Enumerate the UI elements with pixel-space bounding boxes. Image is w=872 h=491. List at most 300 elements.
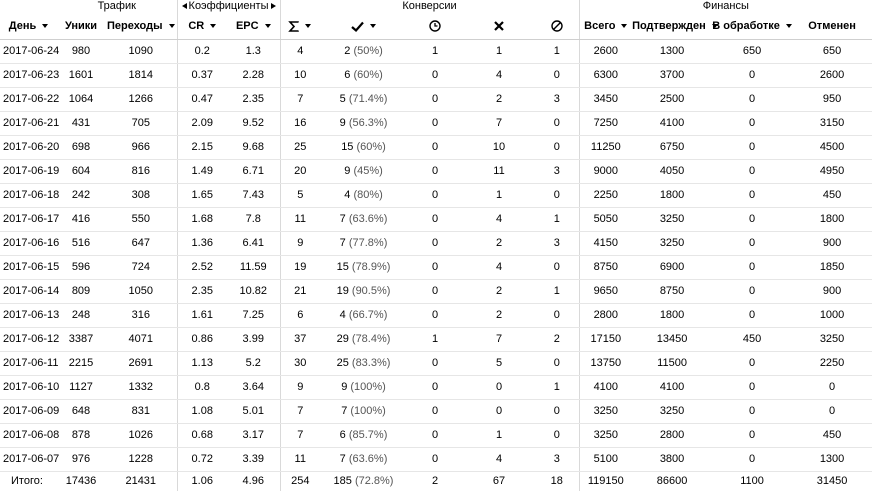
cell-epc: 3.39 <box>227 447 280 471</box>
cell-total: 11250 <box>579 135 632 159</box>
cell-uniques: 648 <box>57 399 105 423</box>
sort-caret-icon[interactable] <box>786 24 792 28</box>
col-cr[interactable] <box>177 14 227 39</box>
cell-rejected-amount: 2250 <box>792 351 872 375</box>
approved-percent: (63.6%) <box>348 213 388 225</box>
cell-cr: 1.68 <box>177 207 227 231</box>
cell-rejected-amount: 0 <box>792 375 872 399</box>
cell-confirmed: 4100 <box>632 111 712 135</box>
cell-epc: 7.43 <box>227 183 280 207</box>
approved-percent: (78.9%) <box>351 261 391 273</box>
approved-count: 5 <box>339 93 346 105</box>
approved-count: 6 <box>344 69 351 81</box>
cell-uniques: 1064 <box>57 87 105 111</box>
table-row <box>0 303 872 327</box>
cell-approved <box>320 207 407 231</box>
cell-cr: 0.68 <box>177 423 227 447</box>
cell-confirmed: 4050 <box>632 159 712 183</box>
cell-sum: 19 <box>280 255 320 279</box>
cell-rejected-amount: 3250 <box>792 327 872 351</box>
cell-cr: 0.37 <box>177 63 227 87</box>
cell-approved <box>320 159 407 183</box>
cell-pending: 0 <box>407 63 463 87</box>
totals-label: Итого: <box>0 471 57 491</box>
cell-total: 8750 <box>579 255 632 279</box>
cell-cr: 0.72 <box>177 447 227 471</box>
group-traffic-label: Трафик <box>97 0 136 12</box>
cell-rejected-count: 2 <box>463 279 535 303</box>
approved-percent: (83.3%) <box>351 357 391 369</box>
cell-sum: 7 <box>280 399 320 423</box>
totals-approved-percent: (72.8%) <box>354 475 394 488</box>
approved-count: 7 <box>339 453 346 465</box>
cell-sum: 11 <box>280 207 320 231</box>
cell-rejected-amount: 0 <box>792 399 872 423</box>
table-row <box>0 327 872 351</box>
cell-sum: 7 <box>280 87 320 111</box>
cell-total: 7250 <box>579 111 632 135</box>
totals-processing: 1100 <box>712 471 792 491</box>
cell-pending: 0 <box>407 111 463 135</box>
sort-caret-icon[interactable] <box>305 24 311 28</box>
cell-rejected-amount: 2600 <box>792 63 872 87</box>
group-traffic <box>57 0 177 14</box>
approved-percent: (50%) <box>353 45 383 57</box>
cell-clicks: 1228 <box>105 447 177 471</box>
check-icon <box>351 21 364 32</box>
cell-clicks: 1090 <box>105 39 177 63</box>
group-day-spacer <box>0 0 57 14</box>
cell-epc: 3.64 <box>227 375 280 399</box>
cell-rejected-count: 11 <box>463 159 535 183</box>
cell-approved <box>320 87 407 111</box>
cell-pending: 0 <box>407 375 463 399</box>
cell-approved <box>320 183 407 207</box>
cell-cr: 2.15 <box>177 135 227 159</box>
approved-percent: (100%) <box>350 405 386 417</box>
totals-rejected-count: 67 <box>463 471 535 491</box>
cell-approved <box>320 39 407 63</box>
approved-count: 9 <box>344 165 351 177</box>
col-total-label: Всего <box>584 20 616 33</box>
group-conversions-label: Конверсии <box>402 0 457 12</box>
cell-uniques: 3387 <box>57 327 105 351</box>
table-body <box>0 39 872 471</box>
col-cancelled[interactable] <box>535 14 579 39</box>
cell-day: 2017-06-09 <box>0 399 57 423</box>
cell-day: 2017-06-21 <box>0 111 57 135</box>
cell-pending: 0 <box>407 255 463 279</box>
cell-cancelled: 0 <box>535 423 579 447</box>
column-header-row <box>0 14 872 39</box>
cell-cr: 0.47 <box>177 87 227 111</box>
cell-confirmed: 6750 <box>632 135 712 159</box>
approved-percent: (60%) <box>353 69 383 81</box>
prev-arrow-icon[interactable] <box>182 3 187 9</box>
cell-rejected-count: 4 <box>463 207 535 231</box>
cell-confirmed: 3250 <box>632 231 712 255</box>
cell-sum: 16 <box>280 111 320 135</box>
cell-sum: 20 <box>280 159 320 183</box>
cell-clicks: 1266 <box>105 87 177 111</box>
cell-processing: 450 <box>712 327 792 351</box>
cell-rejected-count: 7 <box>463 111 535 135</box>
cell-epc: 3.99 <box>227 327 280 351</box>
cell-rejected-count: 4 <box>463 255 535 279</box>
cell-uniques: 242 <box>57 183 105 207</box>
cell-rejected-count: 1 <box>463 183 535 207</box>
approved-percent: (45%) <box>353 165 383 177</box>
group-header-row <box>0 0 872 14</box>
cell-pending: 0 <box>407 303 463 327</box>
cell-epc: 6.41 <box>227 231 280 255</box>
cell-cr: 1.13 <box>177 351 227 375</box>
cell-epc: 9.68 <box>227 135 280 159</box>
cell-cancelled: 0 <box>535 63 579 87</box>
approved-count: 15 <box>336 261 349 273</box>
cell-epc: 11.59 <box>227 255 280 279</box>
cell-sum: 7 <box>280 423 320 447</box>
cell-day: 2017-06-23 <box>0 63 57 87</box>
cell-processing: 0 <box>712 87 792 111</box>
approved-percent: (71.4%) <box>348 93 388 105</box>
table-row <box>0 183 872 207</box>
cell-processing: 0 <box>712 111 792 135</box>
approved-count: 29 <box>336 333 349 345</box>
cell-sum: 5 <box>280 183 320 207</box>
cell-total: 2600 <box>579 39 632 63</box>
totals-approved <box>320 471 407 491</box>
cell-rejected-amount: 650 <box>792 39 872 63</box>
cell-sum: 25 <box>280 135 320 159</box>
cell-total: 6300 <box>579 63 632 87</box>
cell-processing: 0 <box>712 231 792 255</box>
cell-day: 2017-06-20 <box>0 135 57 159</box>
cell-rejected-amount: 1000 <box>792 303 872 327</box>
col-uniques-label: Уники <box>64 20 98 33</box>
col-confirmed-label: Подтвержден <box>632 20 706 33</box>
cell-total: 3450 <box>579 87 632 111</box>
cell-cr: 1.36 <box>177 231 227 255</box>
cell-approved <box>320 111 407 135</box>
sigma-icon <box>289 21 299 32</box>
cell-epc: 7.8 <box>227 207 280 231</box>
cell-uniques: 431 <box>57 111 105 135</box>
cell-uniques: 2215 <box>57 351 105 375</box>
cell-cancelled: 3 <box>535 159 579 183</box>
col-pending[interactable] <box>407 14 463 39</box>
cell-approved <box>320 135 407 159</box>
table-row <box>0 423 872 447</box>
totals-uniques: 17436 <box>57 471 105 491</box>
table-row <box>0 231 872 255</box>
cell-clicks: 308 <box>105 183 177 207</box>
cell-cancelled: 2 <box>535 327 579 351</box>
approved-percent: (56.3%) <box>348 117 388 129</box>
approved-count: 6 <box>339 429 346 441</box>
cell-rejected-count: 4 <box>463 447 535 471</box>
col-processing[interactable] <box>712 14 792 39</box>
cell-rejected-amount: 4950 <box>792 159 872 183</box>
cell-processing: 0 <box>712 183 792 207</box>
cell-processing: 0 <box>712 255 792 279</box>
col-confirmed[interactable] <box>632 14 712 39</box>
col-total[interactable] <box>579 14 632 39</box>
cell-sum: 10 <box>280 63 320 87</box>
cell-processing: 0 <box>712 159 792 183</box>
col-sum[interactable] <box>280 14 320 39</box>
table-row <box>0 159 872 183</box>
cell-cancelled: 0 <box>535 255 579 279</box>
sort-caret-icon[interactable] <box>621 24 627 28</box>
cell-uniques: 596 <box>57 255 105 279</box>
col-uniques[interactable] <box>57 14 105 39</box>
cell-confirmed: 4100 <box>632 375 712 399</box>
col-clicks[interactable] <box>105 14 177 39</box>
cell-rejected-count: 4 <box>463 63 535 87</box>
cell-clicks: 647 <box>105 231 177 255</box>
cell-epc: 9.52 <box>227 111 280 135</box>
cell-rejected-count: 1 <box>463 423 535 447</box>
cell-approved <box>320 231 407 255</box>
cell-confirmed: 3250 <box>632 399 712 423</box>
cell-day: 2017-06-16 <box>0 231 57 255</box>
cell-pending: 0 <box>407 231 463 255</box>
cell-processing: 0 <box>712 135 792 159</box>
totals-cancelled: 18 <box>535 471 579 491</box>
cell-cancelled: 0 <box>535 135 579 159</box>
approved-count: 25 <box>336 357 349 369</box>
cell-cancelled: 0 <box>535 183 579 207</box>
cell-clicks: 831 <box>105 399 177 423</box>
cell-pending: 1 <box>407 327 463 351</box>
cell-approved <box>320 447 407 471</box>
cell-clicks: 4071 <box>105 327 177 351</box>
cell-clicks: 816 <box>105 159 177 183</box>
cell-pending: 1 <box>407 39 463 63</box>
cell-clicks: 1026 <box>105 423 177 447</box>
totals-cr: 1.06 <box>177 471 227 491</box>
cell-uniques: 516 <box>57 231 105 255</box>
cell-epc: 5.01 <box>227 399 280 423</box>
col-day[interactable] <box>0 14 57 39</box>
cell-confirmed: 11500 <box>632 351 712 375</box>
table-row <box>0 375 872 399</box>
cell-clicks: 2691 <box>105 351 177 375</box>
cell-day: 2017-06-22 <box>0 87 57 111</box>
approved-count: 2 <box>344 45 351 57</box>
cell-uniques: 980 <box>57 39 105 63</box>
cell-rejected-count: 1 <box>463 39 535 63</box>
cell-uniques: 248 <box>57 303 105 327</box>
totals-sum: 254 <box>280 471 320 491</box>
totals-confirmed: 86600 <box>632 471 712 491</box>
group-finance-label: Финансы <box>702 0 749 12</box>
cell-pending: 0 <box>407 279 463 303</box>
table-row <box>0 279 872 303</box>
cell-processing: 0 <box>712 351 792 375</box>
cell-rejected-count: 5 <box>463 351 535 375</box>
approved-percent: (77.8%) <box>348 237 388 249</box>
cell-pending: 0 <box>407 159 463 183</box>
cell-processing: 0 <box>712 303 792 327</box>
cell-rejected-amount: 450 <box>792 183 872 207</box>
cell-clicks: 550 <box>105 207 177 231</box>
approved-percent: (63.6%) <box>348 453 388 465</box>
cell-uniques: 809 <box>57 279 105 303</box>
cell-cr: 2.52 <box>177 255 227 279</box>
totals-pending: 2 <box>407 471 463 491</box>
sort-caret-icon[interactable] <box>169 24 175 28</box>
cell-total: 2800 <box>579 303 632 327</box>
cell-pending: 0 <box>407 207 463 231</box>
cell-cr: 0.8 <box>177 375 227 399</box>
cell-processing: 0 <box>712 399 792 423</box>
cell-cancelled: 1 <box>535 39 579 63</box>
cell-cr: 1.65 <box>177 183 227 207</box>
approved-count: 9 <box>339 117 346 129</box>
cell-cancelled: 1 <box>535 279 579 303</box>
cell-processing: 650 <box>712 39 792 63</box>
table-row <box>0 87 872 111</box>
totals-epc: 4.96 <box>227 471 280 491</box>
cell-total: 13750 <box>579 351 632 375</box>
col-rejected-label: Отменен <box>808 20 856 33</box>
totals-approved-count: 185 <box>333 475 352 488</box>
approved-percent: (85.7%) <box>348 429 388 441</box>
cell-confirmed: 2800 <box>632 423 712 447</box>
cell-day: 2017-06-19 <box>0 159 57 183</box>
cell-processing: 0 <box>712 279 792 303</box>
cell-rejected-amount: 4500 <box>792 135 872 159</box>
cell-total: 3250 <box>579 423 632 447</box>
cell-cancelled: 0 <box>535 399 579 423</box>
approved-count: 7 <box>339 213 346 225</box>
approved-count: 4 <box>339 309 346 321</box>
cell-processing: 0 <box>712 423 792 447</box>
cell-pending: 0 <box>407 183 463 207</box>
cell-cr: 2.09 <box>177 111 227 135</box>
cell-day: 2017-06-10 <box>0 375 57 399</box>
cell-uniques: 698 <box>57 135 105 159</box>
table-row <box>0 207 872 231</box>
sort-caret-icon[interactable] <box>370 24 376 28</box>
cell-processing: 0 <box>712 63 792 87</box>
group-coefficients <box>177 0 280 14</box>
cell-clicks: 705 <box>105 111 177 135</box>
cell-day: 2017-06-17 <box>0 207 57 231</box>
cell-day: 2017-06-13 <box>0 303 57 327</box>
cell-rejected-amount: 900 <box>792 231 872 255</box>
cell-confirmed: 8750 <box>632 279 712 303</box>
cell-rejected-count: 2 <box>463 303 535 327</box>
col-rejected-count[interactable] <box>463 14 535 39</box>
cell-epc: 6.71 <box>227 159 280 183</box>
cell-pending: 0 <box>407 87 463 111</box>
totals-row <box>0 471 872 491</box>
cell-sum: 9 <box>280 231 320 255</box>
table-row <box>0 255 872 279</box>
cell-approved <box>320 255 407 279</box>
cell-day: 2017-06-08 <box>0 423 57 447</box>
cell-rejected-amount: 3150 <box>792 111 872 135</box>
cell-rejected-amount: 950 <box>792 87 872 111</box>
cell-processing: 0 <box>712 207 792 231</box>
cell-pending: 0 <box>407 447 463 471</box>
cell-pending: 0 <box>407 135 463 159</box>
col-approved[interactable] <box>320 14 407 39</box>
cell-clicks: 966 <box>105 135 177 159</box>
cell-cancelled: 1 <box>535 375 579 399</box>
cell-clicks: 1332 <box>105 375 177 399</box>
cell-rejected-count: 0 <box>463 399 535 423</box>
cell-rejected-count: 2 <box>463 87 535 111</box>
clock-icon <box>429 20 441 32</box>
next-arrow-icon[interactable] <box>271 3 276 9</box>
cell-total: 3250 <box>579 399 632 423</box>
totals-rejected-amount: 31450 <box>792 471 872 491</box>
cell-approved <box>320 303 407 327</box>
table-row <box>0 399 872 423</box>
cell-pending: 0 <box>407 423 463 447</box>
sort-caret-icon[interactable] <box>42 24 48 28</box>
cell-rejected-count: 0 <box>463 375 535 399</box>
cell-total: 4100 <box>579 375 632 399</box>
cell-total: 5050 <box>579 207 632 231</box>
approved-percent: (78.4%) <box>351 333 391 345</box>
cell-confirmed: 13450 <box>632 327 712 351</box>
cell-approved <box>320 399 407 423</box>
cell-sum: 11 <box>280 447 320 471</box>
approved-percent: (100%) <box>350 381 386 393</box>
col-clicks-label: Переходы <box>107 20 163 33</box>
cell-cancelled: 0 <box>535 111 579 135</box>
approved-count: 19 <box>336 285 349 297</box>
cell-rejected-amount: 1800 <box>792 207 872 231</box>
approved-count: 7 <box>341 405 348 417</box>
cell-confirmed: 3250 <box>632 207 712 231</box>
col-epc[interactable] <box>227 14 280 39</box>
cell-total: 2250 <box>579 183 632 207</box>
col-day-label: День <box>8 20 37 33</box>
cell-uniques: 976 <box>57 447 105 471</box>
approved-percent: (80%) <box>353 189 383 201</box>
cell-day: 2017-06-18 <box>0 183 57 207</box>
sort-caret-icon[interactable] <box>210 24 216 28</box>
approved-percent: (60%) <box>356 141 386 153</box>
group-finance <box>579 0 872 14</box>
cell-rejected-amount: 1300 <box>792 447 872 471</box>
totals-clicks: 21431 <box>105 471 177 491</box>
cell-processing: 0 <box>712 375 792 399</box>
cell-total: 4150 <box>579 231 632 255</box>
cell-pending: 0 <box>407 399 463 423</box>
cell-cr: 1.61 <box>177 303 227 327</box>
table-row <box>0 135 872 159</box>
cell-cancelled: 3 <box>535 447 579 471</box>
cell-day: 2017-06-11 <box>0 351 57 375</box>
cell-confirmed: 3800 <box>632 447 712 471</box>
cell-confirmed: 3700 <box>632 63 712 87</box>
cell-sum: 6 <box>280 303 320 327</box>
cell-rejected-amount: 450 <box>792 423 872 447</box>
cell-cr: 0.86 <box>177 327 227 351</box>
col-rejected-amount[interactable] <box>792 14 872 39</box>
approved-count: 4 <box>344 189 351 201</box>
cell-day: 2017-06-24 <box>0 39 57 63</box>
cell-approved <box>320 63 407 87</box>
sort-caret-icon[interactable] <box>265 24 271 28</box>
